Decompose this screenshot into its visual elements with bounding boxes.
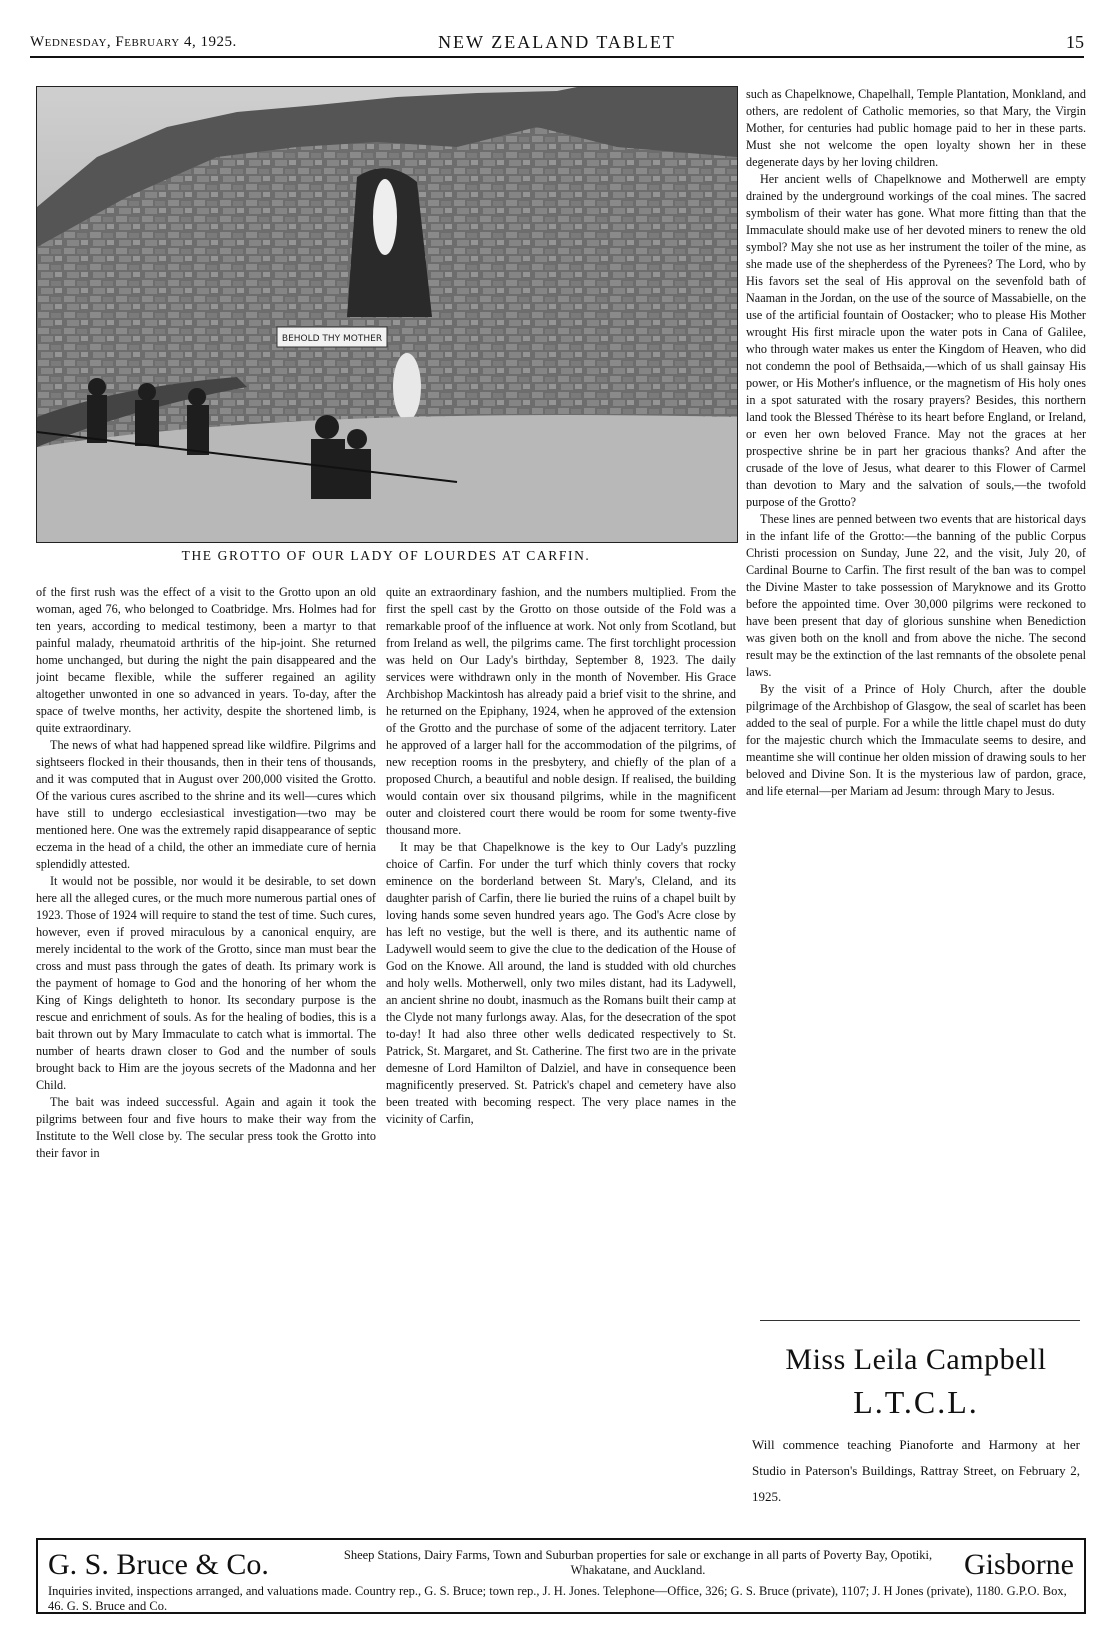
- article-column-3: [746, 86, 1086, 1286]
- paragraph: It may be that Chapelknowe is the key to Our Lady's puzzling choice of Carfin. For under the turf which thinly covers that rocky eminence on the borderland between St. Mary's, Cleland, and its daughter parish of Carfin, there lie buried the ruins of a chapel built by loving hands some seven hundred years ago. The God's Acre close by has left no vestige, but the well is there, and its authentic name of Ladywell would seem to give the clue to the dedication of the House of God on the Knowe. All around, the land is studded with old churches and holy wells. Motherwell, only two miles distant, had its Ladywell, an ancient shrine no doubt, inasmuch as the Romans built their camp at the Clyde not many furlongs away. Alas, for the desecration of the spot to-day! It had also three other wells dedicated respectively to St. Patrick, St. Margaret, and St. Catherine. The first two are in the private demesne of Lord Hamilton of Dalziel, and have in consequence been magnificently preserved. St. Patrick's chapel and cemetery have also been treated with becoming respect. The very place names in the vicinity of Carfin,: [386, 840, 736, 1126]
- article-column-1: [36, 584, 376, 1464]
- grotto-sign: BEHOLD THY MOTHER: [281, 334, 383, 344]
- paragraph: These lines are penned between two events that are historical days in the infant life of the Grotto:—the banning of the public Corpus Christi procession on Sunday, June 22, and the visit, July 20, of Cardinal Bourne to Carfin. The first result of the ban was to compel the Divine Master to take possession of Maryknowe and its Grotto before the appointed time. Over 30,000 pilgrims were reckoned to have been present that day of glorious sunshine when Benediction was given both on the knoll and from above the niche. The second result may be the extinction of the last remnants of the obsolete penal laws.: [746, 512, 1086, 679]
- advertisement-gs-bruce: [36, 1538, 1086, 1614]
- issue-date: Wednesday, February 4, 1925.: [30, 34, 237, 50]
- paragraph: of the first rush was the effect of a visit to the Grotto upon an old woman, aged 76, who belonged to Coatbridge. Mrs. Holmes had for ten years, according to medical testimony, been a martyr to that painful malady, rheumatoid arthritis of the hip-joint. She returned home unchanged, but during the night the pain disappeared and the joint became flexible, while the sufferer regained an agility altogether unwonted in one so advanced in years. To-day, after the space of twelve months, her activity, despite the shortened limb, is quite extraordinary.: [36, 585, 376, 735]
- paragraph: Her ancient wells of Chapelknowe and Motherwell are empty drained by the underground workings of the coal mines. The sacred symbolism of their water has gone. What more fitting than that the Immaculate should make use of her devoted miners to renew the old symbol? May she not use as her instrument the toiler of the mine, as she made use of the shepherdess of the Pyrenees? The Lord, who by His favors set the seal of His approval on the sevenfold bath of Naaman in the Jordan, on the use of the source of Massabielle, on the use of the artificial fountain of Oostacker; who to please His Mother wrought His first miracle upon the water pots in Cana of Galilee, who through water makes us enter the Kingdom of Heaven, who did not condemn the pool of Bethsaida,—which of us shall gainsay His power, or His Mother's influence, or the magnetism of His holy ones in a spot saturated with the rosary prayers? Besides, this northern land took the Blessed Thérèse to its heart before England, or Ireland, or even her own beloved France. May not the graces at her prospective shrine be in part her gracious thanks? And after the crusade of the love of Jesus, what dearer to this Flower of Carmel than devotion to Mary and the salvation of souls,—the twofold purpose of the Grotto?: [746, 172, 1086, 509]
- ad-text: Will commence teaching Pianoforte and Harmony at her Studio in Paterson's Buildings, Rattray Street, on February 2, 1925.: [752, 1437, 1080, 1504]
- ad-blurb: Sheep Stations, Dairy Farms, Town and Suburban properties for sale or exchange in all parts of Poverty Bay, Opotiki, Whakatane, and Auckland.: [343, 1548, 933, 1577]
- paragraph: quite an extraordinary fashion, and the numbers multiplied. From the first the spell cast by the Grotto on those outside of the Fold was a remarkable proof of the influence at work. Not only from Scotland, but from Ireland as well, the pilgrims came. The first torchlight procession was held on Our Lady's birthday, September 8, 1923. The daily services were withdrawn only in the month of November. His Grace Archbishop Mackintosh has already paid a brief visit to the shrine, and he returned on the Epiphany, 1924, when he approved of the extension of the Grotto and the purchase of some of the adjacent territory. Later he approved of a larger hall for the accommodation of the pilgrims, of new reception rooms in the presbytery, and chiefly of the plan of a proposed Church, a beautiful and noble design. If realised, the building would contain over six thousand pilgrims, while in the magnificent outer and cloistered court there would be room for some twenty-five thousand more.: [386, 585, 736, 837]
- advertisement-leila-campbell: [746, 1340, 1086, 1510]
- page-header: [30, 30, 1084, 58]
- ad-brand: G. S. Bruce & Co.: [48, 1548, 269, 1581]
- ad-name: Miss Leila Campbell: [785, 1343, 1047, 1376]
- paragraph: By the visit of a Prince of Holy Church, after the double pilgrimage of the Archbishop of Glasgow, the seal of scarlet has been added to the seal of purple. For a while the little chapel must do duty for the majestic church which the Immaculate seems to desire, and meantime she will continue her olden mission of drawing souls to her beloved and Divine Son. It is the mysterious law of pardon, grace, and life eternal—per Mariam ad Jesum: through Mary to Jesus.: [746, 682, 1086, 798]
- page-number: 15: [1066, 32, 1084, 52]
- paragraph: The news of what had happened spread like wildfire. Pilgrims and sightseers flocked in their thousands, then in their tens of thousands, and it was computed that in August over 200,000 visited the Grotto. Of the various cures ascribed to the shrine and its well—cures which have still to undergo ecclesiastical investigation—two may be mentioned here. One was the extremely rapid disappearance of septic eczema in the head of a child, the other an immediate cure of hernia splendidly attested.: [36, 738, 376, 871]
- masthead-title: NEW ZEALAND TABLET: [438, 32, 676, 52]
- ad-credentials: L.T.C.L.: [853, 1384, 979, 1420]
- paragraph: The bait was indeed successful. Again and again it took the pilgrims between four and five hours to make their way from the Institute to the Well close by. The secular press took the Grotto into their favor in: [36, 1095, 376, 1160]
- photo-caption: THE GROTTO OF OUR LADY OF LOURDES AT CARFIN.: [181, 548, 591, 563]
- paragraph: such as Chapelknowe, Chapelhall, Temple Plantation, Monkland, and others, are redolent of Catholic memories, so that Mary, the Virgin Mother, for centuries had public homage paid to her in these parts. Must she not welcome the open loyalty shown her in these degenerate days by her loving children.: [746, 87, 1086, 169]
- ad-info: Inquiries invited, inspections arranged, and valuations made. Country rep., G. S. Bruce; town rep., J. H. Jones. Telephone—Office, 326; G. S. Bruce (private), 1107; J. H Jones (private), 1180. G.P.O. Box, 46. G. S. Bruce and Co.: [48, 1584, 1067, 1613]
- ad-place: Gisborne: [964, 1548, 1074, 1581]
- grotto-photo-illustration: [37, 87, 737, 542]
- divider: [760, 1320, 1080, 1321]
- article-column-2: [386, 584, 736, 1464]
- paragraph: It would not be possible, nor would it be desirable, to set down here all the alleged cures, or the much more numerous partial ones of 1923. Those of 1924 will require to stand the test of time. Such cures, however, even if proved miraculous by a canonical enquiry, are merely incidental to the work of the Grotto, since man must bear the cross and must pass through the gates of death. Its primary work is the payment of homage to God and the honoring of her whom the King of Kings delighteth to honor. Its secondary purpose is the rescue and enrichment of souls. As for the healing of bodies, this is a bait thrown out by Mary Immaculate to catch what is immortal. The number of hearts drawn closer to God and the number of souls brought back to Him are the joyous secrets of the Madonna and her Child.: [36, 874, 376, 1092]
- grotto-photograph: [36, 86, 738, 543]
